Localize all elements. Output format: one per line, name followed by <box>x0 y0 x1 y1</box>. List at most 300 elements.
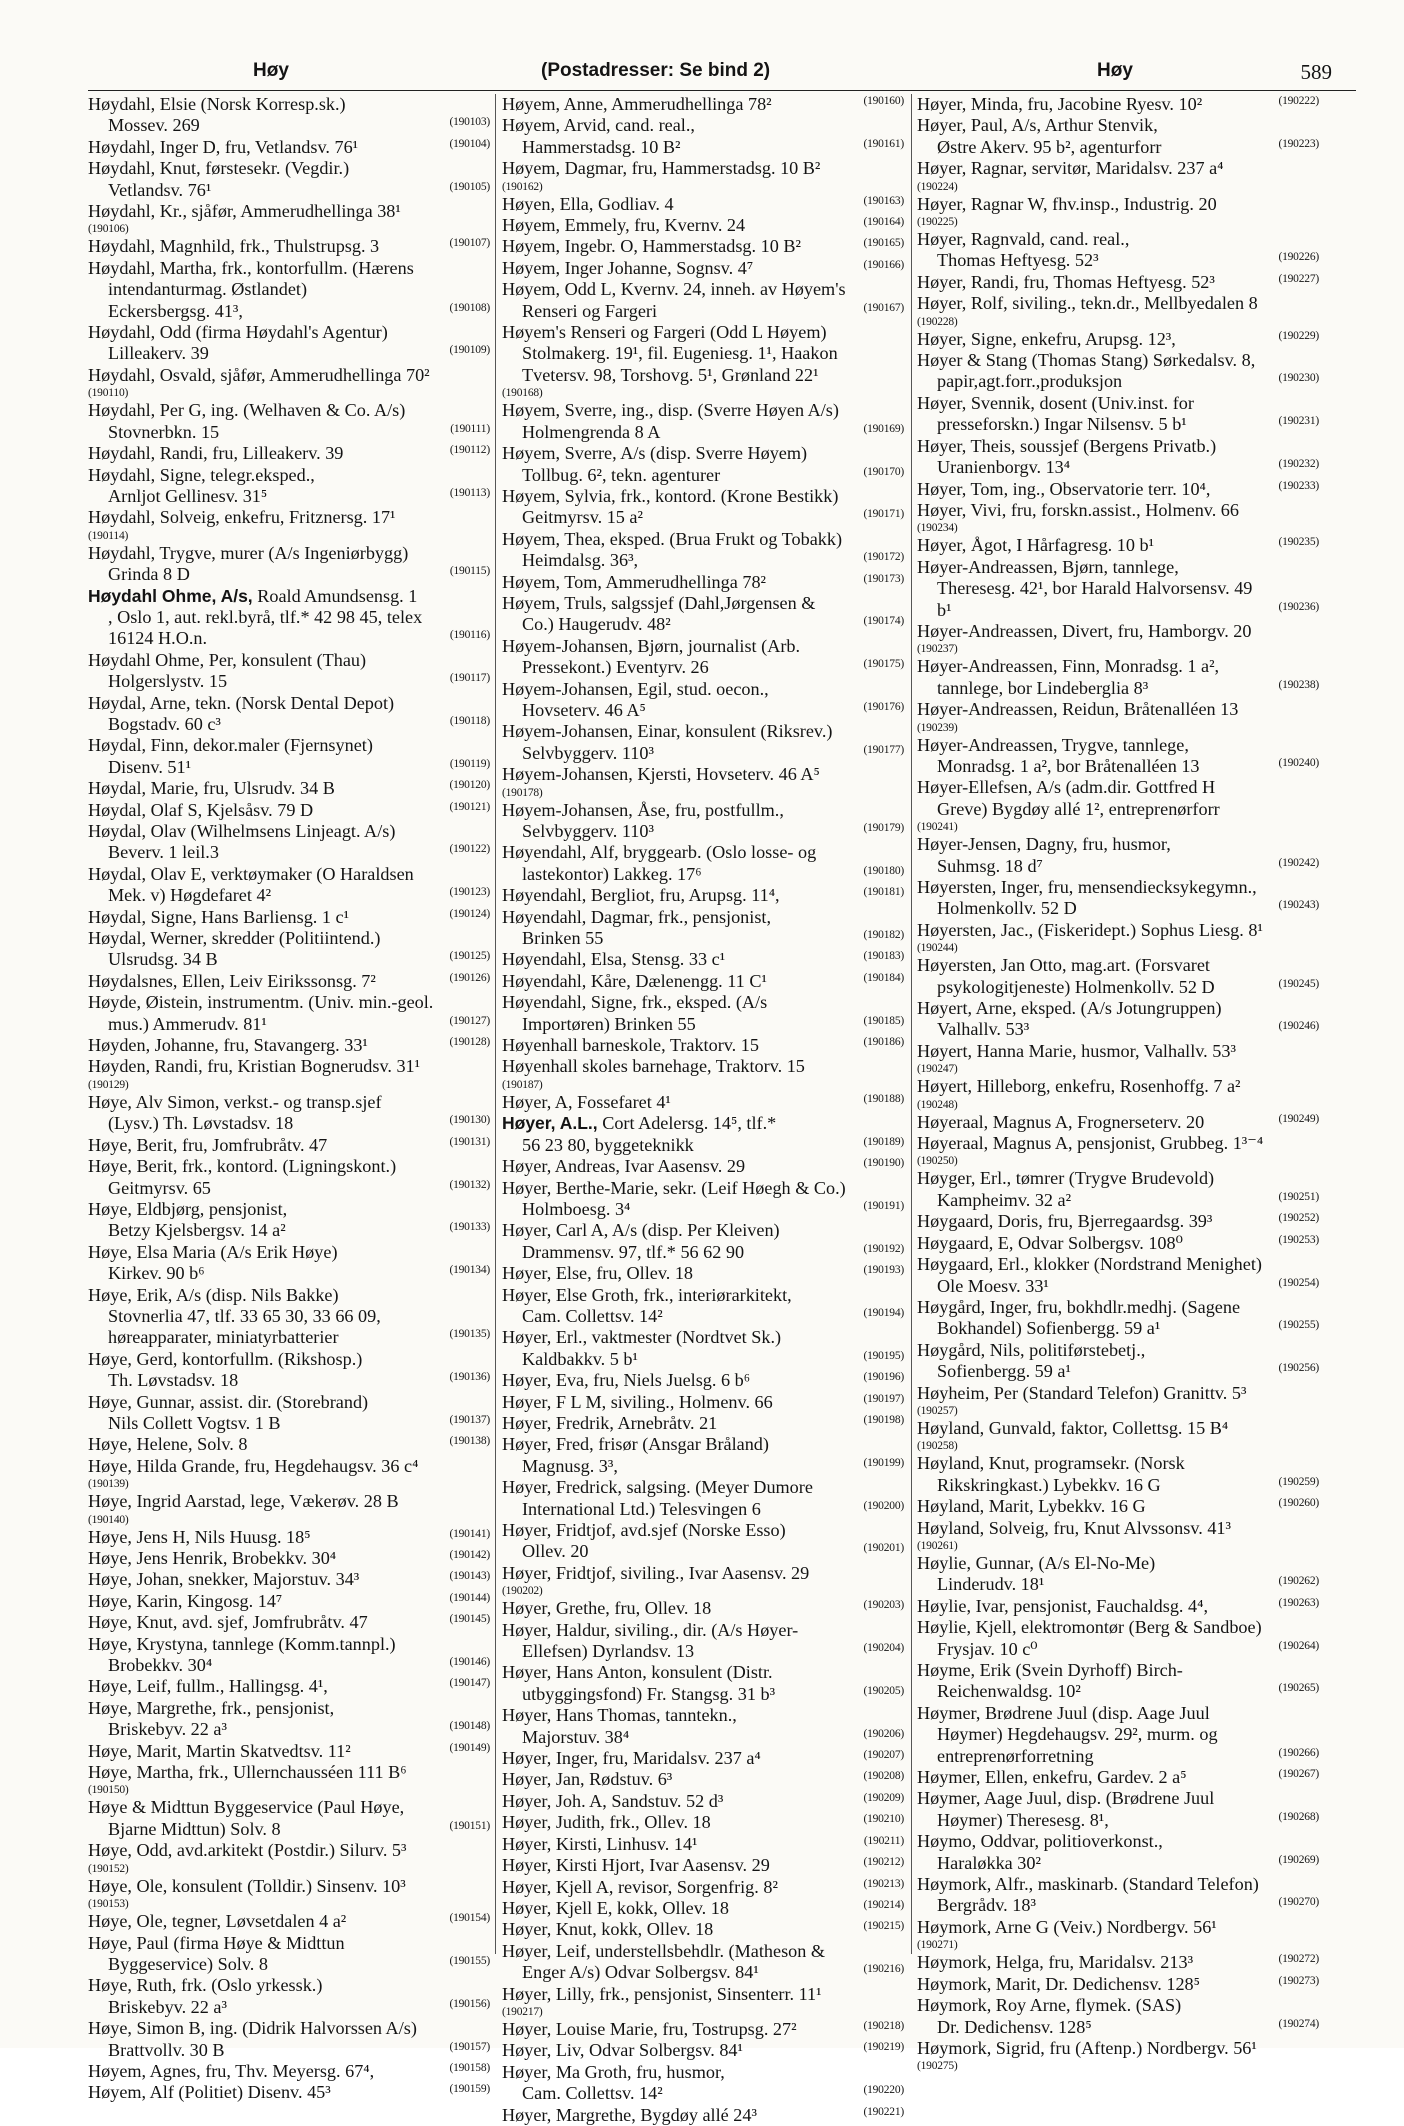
entry-reference-number: (190212) <box>863 1856 904 1869</box>
entry-continuation-line: Co.) Haugerudv. 48² <box>522 614 671 635</box>
entry-line: Høyer, Liv, Odvar Solbergsv. 84¹ <box>502 2040 743 2061</box>
entry-reference-number: (190270) <box>1278 1896 1319 1909</box>
entry-line: Høyer, Kirsti Hjort, Ivar Aasensv. 29 <box>502 1855 770 1876</box>
entry-reference-number: (190154) <box>449 1912 490 1925</box>
directory-entry <box>917 1383 1319 1418</box>
directory-entry <box>502 94 904 115</box>
entry-continuation-line: Stolmakerg. 19¹, fil. Eugeniesg. 1¹, Haakon <box>522 343 838 364</box>
entry-reference-number: (190226) <box>1278 251 1319 264</box>
directory-entry <box>502 529 904 572</box>
entry-continuation-line: tannlege, bor Lindeberglia 8³ <box>937 677 1149 698</box>
directory-entry <box>917 1254 1319 1297</box>
entry-continuation-line: Sofienbergg. 59 a¹ <box>937 1361 1071 1382</box>
directory-entry <box>917 955 1319 998</box>
entry-line: Høye, Gunnar, assist. dir. (Storebrand) <box>88 1391 369 1412</box>
entry-reference-number: (190179) <box>863 822 904 834</box>
entry-continuation-line: Briskebyv. 22 a³ <box>108 1996 227 2017</box>
entry-reference-number: (190273) <box>1278 1974 1319 1987</box>
entry-reference-number: (190133) <box>449 1221 490 1234</box>
entry-line: Høyendahl, Kåre, Dælenengg. 11 C¹ <box>502 970 767 991</box>
entry-reference-number: (190256) <box>1278 1362 1319 1375</box>
entry-reference-number: (190233) <box>1278 479 1319 492</box>
entry-line: Høyem's Renseri og Fargeri (Odd L Høyem) <box>502 322 827 343</box>
entry-reference-number: (190250) <box>917 1155 958 1168</box>
entry-line: Høygaard, Doris, fru, Bjerregaardsg. 39³ <box>917 1211 1213 1232</box>
directory-entry <box>502 1855 904 1876</box>
entry-line: Høyland, Solveig, fru, Knut Alvssonsv. 41³ <box>917 1517 1231 1538</box>
entry-line: Høye, Johan, snekker, Majorstuv. 34³ <box>88 1569 360 1590</box>
entry-continuation-line: Enger A/s) Odvar Solbergsv. 84¹ <box>522 1962 759 1983</box>
entry-line: Høyer-Andreassen, Divert, fru, Hamborgv. 20 <box>917 620 1252 641</box>
directory-entry <box>88 365 490 400</box>
entry-line: Høydahl, Inger D, fru, Vetlandsv. 76¹ <box>88 136 359 157</box>
directory-entry <box>88 971 490 992</box>
entry-reference-number: (190117) <box>449 672 490 685</box>
entry-continuation-line: Tollbug. 6², tekn. agenturer <box>522 464 721 485</box>
entry-line: Høyer, Ragnar, servitør, Maridalsv. 237 a⁴ <box>917 158 1224 179</box>
entry-line: Høyer, Randi, fru, Thomas Heftyesg. 52³ <box>917 271 1215 292</box>
directory-entry <box>88 2018 490 2061</box>
directory-entry <box>502 1598 904 1619</box>
entry-line: Høyer, Berthe-Marie, sekr. (Leif Høegh & Co.) <box>502 1177 846 1198</box>
entry-line: Høyem, Truls, salgssjef (Dahl,Jørgensen & <box>502 592 816 613</box>
directory-entry <box>502 115 904 158</box>
entry-line: Høymork, Alfr., maskinarb. (Standard Telefon) <box>917 1874 1259 1895</box>
directory-entry <box>502 800 904 843</box>
entry-continuation-line: høreapparater, miniatyrbatterier <box>108 1327 339 1348</box>
entry-continuation-line: Østre Akerv. 95 b², agenturforr <box>937 136 1162 157</box>
entry-continuation-line: Drammensv. 97, tlf.* 56 62 90 <box>522 1241 745 1262</box>
entry-line: Høyer, Knut, kokk, Ollev. 18 <box>502 1919 714 1940</box>
directory-entry <box>88 1698 490 1741</box>
entry-line: Høye, Alv Simon, verkst.- og transp.sjef <box>88 1091 382 1112</box>
entry-line: Høydal, Werner, skredder (Politiintend.) <box>88 928 381 949</box>
entry-continuation-line: Geitmyrsv. 15 a² <box>522 507 643 528</box>
directory-entry <box>502 1877 904 1898</box>
entry-reference-number: (190155) <box>449 1954 490 1967</box>
entry-line: Høymork, Roy Arne, flymek. (SAS) <box>917 1995 1182 2016</box>
entry-line: Høye, Jens Henrik, Brobekkv. 30⁴ <box>88 1548 337 1568</box>
entry-line: Høyert, Hilleborg, enkefru, Rosenhoffg. 7 a² <box>917 1076 1241 1097</box>
entry-line: Høydalsnes, Ellen, Leiv Eirikssonsg. 7² <box>88 970 376 991</box>
directory-entry <box>502 2062 904 2105</box>
entry-continuation-line: Beverv. 1 leil.3 <box>108 842 219 863</box>
directory-entry <box>917 1660 1319 1703</box>
entry-reference-number: (190209) <box>863 1791 904 1804</box>
entry-continuation-line: Holmengrenda 8 A <box>522 421 661 442</box>
entry-reference-number: (190129) <box>88 1078 129 1091</box>
entry-reference-number: (190187) <box>502 1078 543 1091</box>
entry-continuation-line: Brattvollv. 30 B <box>108 2039 225 2060</box>
entry-continuation-line: Kampheimv. 32 a² <box>937 1189 1072 1210</box>
entry-line: Høyer-Andreassen, Bjørn, tannlege, <box>917 556 1179 577</box>
directory-entry <box>502 1056 904 1091</box>
directory-entry <box>917 1133 1319 1168</box>
entry-reference-number: (190150) <box>88 1784 129 1797</box>
directory-entry <box>917 557 1319 621</box>
directory-entry <box>88 1634 490 1677</box>
entry-reference-number: (190243) <box>1278 899 1319 912</box>
directory-column-2 <box>502 94 904 2125</box>
entry-line: Høyert, Arne, eksped. (A/s Jotungruppen) <box>917 998 1222 1019</box>
entry-reference-number: (190172) <box>863 551 904 564</box>
directory-entry <box>88 864 490 907</box>
directory-entry <box>502 1035 904 1056</box>
directory-entry <box>502 992 904 1035</box>
directory-entry <box>88 1056 490 1091</box>
entry-line: Høyer, Hans Thomas, tanntekn., <box>502 1705 737 1726</box>
directory-entry <box>917 1233 1319 1254</box>
directory-entry <box>502 1370 904 1391</box>
entry-reference-number: (190264) <box>1278 1639 1319 1652</box>
entry-line: Høyland, Gunvald, faktor, Collettsg. 15 B⁴ <box>917 1417 1229 1438</box>
entry-continuation-line: Geitmyrsv. 65 <box>108 1177 211 1198</box>
entry-continuation-line: Importøren) Brinken 55 <box>522 1013 696 1034</box>
entry-continuation-line: Hovseterv. 46 A⁵ <box>522 699 646 720</box>
entry-reference-number: (190275) <box>917 2060 958 2073</box>
directory-entry <box>502 1413 904 1434</box>
entry-reference-number: (190136) <box>449 1371 490 1384</box>
entry-line: Høyer, Minda, fru, Jacobine Ryesv. 10² <box>917 94 1203 114</box>
entry-reference-number: (190134) <box>449 1264 490 1277</box>
entry-line: Høydahl, Solveig, enkefru, Fritznersg. 17¹ <box>88 507 396 528</box>
directory-entry <box>917 535 1319 556</box>
entry-reference-number: (190104) <box>449 137 490 150</box>
entry-reference-number: (190246) <box>1278 1020 1319 1033</box>
entry-reference-number: (190109) <box>449 344 490 357</box>
entry-reference-number: (190165) <box>863 237 904 250</box>
entry-line: Høyer, Lilly, frk., pensjonist, Sinsenterr. 11¹ <box>502 1983 822 2004</box>
entry-continuation-line: Pressekont.) Eventyrv. 26 <box>522 657 709 678</box>
entry-line <box>502 1113 904 1134</box>
page-header <box>88 56 1364 92</box>
entry-continuation-line: Betzy Kjelsbergsv. 14 a² <box>108 1220 286 1241</box>
directory-entry <box>502 258 904 279</box>
entry-line: Høyert, Hanna Marie, husmor, Valhallv. 53³ <box>917 1040 1236 1061</box>
entry-line: Høyer, Eva, fru, Niels Juelsg. 6 b⁶ <box>502 1370 751 1391</box>
entry-line: Høyem, Sverre, ing., disp. (Sverre Høyen A/s) <box>502 400 839 421</box>
entry-line: Høydahl, Martha, frk., kontorfullm. (Hærens <box>88 257 414 278</box>
directory-entry <box>502 1919 904 1940</box>
column-divider <box>911 94 912 1954</box>
entry-reference-number: (190205) <box>863 1684 904 1697</box>
directory-entry <box>917 94 1319 115</box>
entry-reference-number: (190262) <box>1278 1575 1319 1588</box>
entry-line: Høydal, Signe, Hans Barliensg. 1 c¹ <box>88 906 350 927</box>
entry-line: Høyer, Erl., vaktmester (Nordtvet Sk.) <box>502 1327 782 1348</box>
entry-reference-number: (190196) <box>863 1371 904 1384</box>
entry-reference-number: (190237) <box>917 643 958 656</box>
directory-entry <box>502 636 904 679</box>
entry-reference-number: (190156) <box>449 1997 490 2010</box>
entry-line: Høyer, Hans Anton, konsulent (Distr. <box>502 1662 773 1683</box>
entry-line: Høydahl Ohme, Per, konsulent (Thau) <box>88 649 367 670</box>
entry-line: Høye, Elsa Maria (A/s Erik Høye) <box>88 1241 338 1262</box>
entry-bold-name: Høyer, A.L., <box>502 1113 598 1134</box>
entry-reference-number: (190139) <box>88 1478 129 1491</box>
entry-line: Høye, Martha, frk., Ullernchausséen 111 B⁶ <box>88 1762 407 1783</box>
entry-reference-number: (190219) <box>863 2041 904 2054</box>
entry-line: Høydahl, Trygve, murer (A/s Ingeniørbygg) <box>88 542 409 563</box>
entry-line: Høye, Berit, fru, Jomfrubråtv. 47 <box>88 1134 328 1155</box>
directory-entry <box>88 258 490 322</box>
entry-line: Høyem-Johansen, Einar, konsulent (Riksrev.) <box>502 721 833 742</box>
entry-reference-number: (190126) <box>449 971 490 984</box>
entry-line: Høyenhall barneskole, Traktorv. 15 <box>502 1035 759 1056</box>
entry-reference-number: (190103) <box>449 116 490 129</box>
entry-line: Høyer, Andreas, Ivar Aasensv. 29 <box>502 1156 746 1177</box>
entry-reference-number: (190194) <box>863 1306 904 1319</box>
entry-reference-number: (190259) <box>1278 1475 1319 1488</box>
entry-line: Høyendahl, Signe, frk., eksped. (A/s <box>502 992 768 1013</box>
directory-entry <box>917 656 1319 699</box>
entry-line: Høymer, Aage Juul, disp. (Brødrene Juul <box>917 1788 1215 1809</box>
directory-entry <box>502 679 904 722</box>
entry-reference-number: (190234) <box>917 522 958 535</box>
entry-line: Høyer, Margrethe, Bygdøy allé 24³ <box>502 2104 757 2125</box>
entry-reference-number: (190167) <box>863 301 904 314</box>
entry-continuation-line: Linderudv. 18¹ <box>937 1574 1045 1595</box>
entry-reference-number: (190225) <box>917 216 958 229</box>
entry-reference-number: (190111) <box>450 422 490 435</box>
entry-reference-number: (190164) <box>863 216 904 229</box>
entry-continuation-line: Uranienborgv. 13⁴ <box>937 457 1071 478</box>
directory-entry <box>88 1242 490 1285</box>
directory-entry <box>88 1741 490 1762</box>
entry-line: Høyer, Ågot, I Hårfagresg. 10 b¹ <box>917 535 1155 556</box>
entry-reference-number: (190183) <box>863 950 904 963</box>
entry-continuation-line: Monradsg. 1 a², bor Bråtenalléen 13 <box>937 755 1200 776</box>
entry-reference-number: (190191) <box>863 1199 904 1212</box>
entry-reference-number: (190232) <box>1278 458 1319 471</box>
entry-continuation-line: Ulsrudsg. 34 B <box>108 949 218 970</box>
directory-entry <box>917 777 1319 834</box>
directory-entry <box>88 201 490 236</box>
entry-line: Høyer, Else, fru, Ollev. 18 <box>502 1263 694 1284</box>
directory-entry <box>502 1113 904 1156</box>
entry-continuation-line: Majorstuv. 38⁴ <box>522 1726 630 1747</box>
entry-continuation-line: Arnljot Gellinesv. 31⁵ <box>108 485 268 506</box>
entry-reference-number: (190132) <box>449 1178 490 1191</box>
entry-line: Høyem, Alf (Politiet) Disenv. 45³ <box>88 2082 331 2103</box>
entry-line: Høyer, Judith, frk., Ollev. 18 <box>502 1812 711 1833</box>
entry-reference-number: (190159) <box>449 2083 490 2096</box>
entry-reference-number: (190199) <box>863 1456 904 1469</box>
directory-entry <box>917 229 1319 272</box>
directory-entry <box>502 1520 904 1563</box>
entry-line: Høyem, Inger Johanne, Sognsv. 4⁷ <box>502 257 754 278</box>
directory-entry <box>88 1349 490 1392</box>
entry-continuation-line: Ole Moesv. 33¹ <box>937 1275 1049 1296</box>
entry-line: Høyer, Svennik, dosent (Univ.inst. for <box>917 392 1194 413</box>
entry-continuation-line: Dr. Dedichensv. 128⁵ <box>937 2016 1092 2037</box>
header-rule <box>88 90 1356 91</box>
entry-line: Høyer, Else Groth, frk., interiørarkitekt, <box>502 1284 792 1305</box>
entry-reference-number: (190107) <box>449 237 490 250</box>
entry-continuation-line: b¹ <box>937 599 952 620</box>
directory-entry <box>917 877 1319 920</box>
directory-entry <box>502 721 904 764</box>
directory-entry <box>917 1917 1319 1952</box>
directory-entry <box>502 158 904 193</box>
directory-entry <box>917 1041 1319 1076</box>
directory-entry <box>917 621 1319 656</box>
entry-reference-number: (190169) <box>863 422 904 435</box>
directory-entry <box>917 500 1319 535</box>
entry-reference-number: (190142) <box>449 1549 490 1561</box>
entry-reference-number: (190153) <box>88 1898 129 1911</box>
entry-line: Høyheim, Per (Standard Telefon) Granittv. 5³ <box>917 1382 1247 1403</box>
entry-continuation-line: Selvbyggerv. 110³ <box>522 821 654 841</box>
directory-entry <box>502 1705 904 1748</box>
entry-reference-number: (190231) <box>1278 415 1319 428</box>
entry-line: Høydahl, Odd (firma Høydahl's Agentur) <box>88 322 388 343</box>
entry-continuation-line: Tvetersv. 98, Torshovg. 5¹, Grønland 22¹ <box>522 364 819 385</box>
directory-entry <box>88 693 490 736</box>
entry-reference-number: (190106) <box>88 223 129 236</box>
entry-continuation-line: Brinken 55 <box>522 928 604 949</box>
entry-line: Høyem-Johansen, Egil, stud. oecon., <box>502 678 769 699</box>
entry-line: Høyer, Tom, ing., Observatorie terr. 10⁴, <box>917 478 1211 499</box>
directory-entry <box>917 834 1319 877</box>
entry-reference-number: (190143) <box>449 1570 490 1583</box>
entry-continuation-line: Thomas Heftyesg. 52³ <box>937 250 1099 271</box>
entry-continuation-line: Th. Løvstadsv. 18 <box>108 1370 239 1391</box>
entry-reference-number: (190236) <box>1278 600 1319 613</box>
entry-reference-number: (190174) <box>863 615 904 628</box>
directory-entry <box>502 1434 904 1477</box>
entry-reference-number: (190148) <box>449 1720 490 1733</box>
directory-entry <box>502 2105 904 2126</box>
entry-reference-number: (190272) <box>1278 1953 1319 1966</box>
directory-entry <box>88 586 490 650</box>
directory-entry <box>917 998 1319 1041</box>
entry-reference-number: (190121) <box>449 800 490 813</box>
entry-reference-number: (190128) <box>449 1036 490 1049</box>
entry-continuation-line: Frysjav. 10 c⁰ <box>937 1638 1038 1659</box>
directory-entry <box>917 293 1319 328</box>
entry-reference-number: (190123) <box>449 886 490 899</box>
entry-continuation-line: Nils Collett Vogtsv. 1 B <box>108 1412 281 1433</box>
directory-entry <box>502 1898 904 1919</box>
entry-reference-number: (190258) <box>917 1440 958 1453</box>
entry-reference-number: (190141) <box>449 1527 490 1540</box>
directory-entry <box>502 1156 904 1177</box>
entry-continuation-line: Stovnerlia 47, tlf. 33 65 30, 33 66 09, <box>108 1305 381 1326</box>
entry-reference-number: (190266) <box>1278 1746 1319 1759</box>
entry-continuation-line: Heimdalsg. 36³, <box>522 550 639 571</box>
directory-entry <box>502 1984 904 2019</box>
entry-line: Høye, Ruth, frk. (Oslo yrkessk.) <box>88 1975 323 1996</box>
entry-line: Høyem, Anne, Ammerudhellinga 78² <box>502 94 772 114</box>
entry-reference-number: (190204) <box>863 1642 904 1655</box>
entry-line: Høye, Marit, Martin Skatvedtsv. 11² <box>88 1740 351 1761</box>
entry-continuation-line: Renseri og Fargeri <box>522 300 658 321</box>
directory-entry <box>88 2082 490 2103</box>
entry-continuation-line: Haraløkka 30² <box>937 1852 1041 1873</box>
directory-entry <box>917 1596 1319 1617</box>
entry-reference-number: (190137) <box>449 1413 490 1426</box>
entry-reference-number: (190162) <box>502 180 543 193</box>
entry-line: Høyer, Inger, fru, Maridalsv. 237 a⁴ <box>502 1748 761 1769</box>
entry-reference-number: (190170) <box>863 465 904 478</box>
entry-reference-number: (190146) <box>449 1656 490 1669</box>
entry-continuation-line: Høymer) Theresesg. 8¹, <box>937 1809 1109 1830</box>
entry-reference-number: (190238) <box>1278 678 1319 691</box>
entry-reference-number: (190157) <box>449 2040 490 2053</box>
entry-line: Høyem, Agnes, fru, Thv. Meyersg. 67⁴, <box>88 2060 375 2081</box>
entry-line: Høydal, Olav (Wilhelmsens Linjeagt. A/s) <box>88 821 396 841</box>
entry-reference-number: (190180) <box>863 864 904 877</box>
entry-reference-number: (190207) <box>863 1749 904 1762</box>
entry-line: Høyden, Johanne, fru, Stavangerg. 33¹ <box>88 1035 368 1056</box>
entry-line: Høyem-Johansen, Bjørn, journalist (Arb. <box>502 635 801 656</box>
entry-reference-number: (190171) <box>863 508 904 521</box>
directory-entry <box>502 400 904 443</box>
entry-reference-number: (190217) <box>502 2005 543 2018</box>
entry-reference-number: (190223) <box>1278 137 1319 150</box>
directory-entry <box>88 1933 490 1976</box>
directory-entry <box>502 1092 904 1113</box>
directory-entry <box>502 1263 904 1284</box>
entry-reference-number: (190240) <box>1278 756 1319 769</box>
directory-entry <box>502 2040 904 2061</box>
directory-entry <box>88 507 490 542</box>
directory-entry <box>502 1662 904 1705</box>
entry-reference-number: (190206) <box>863 1727 904 1740</box>
entry-reference-number: (190247) <box>917 1063 958 1076</box>
entry-reference-number: (190242) <box>1278 856 1319 869</box>
entry-line: Høyersten, Inger, fru, mensendiecksykegymn., <box>917 877 1257 897</box>
entry-line: Høyem, Dagmar, fru, Hammerstadsg. 10 B² <box>502 158 821 179</box>
entry-reference-number: (190221) <box>863 2105 904 2118</box>
directory-entry <box>917 920 1319 955</box>
entry-text: Cort Adelersg. 14⁵, tlf.* <box>597 1113 777 1134</box>
entry-continuation-line: Kirkev. 90 b⁶ <box>108 1263 205 1284</box>
directory-entry <box>917 1995 1319 2038</box>
entry-continuation-line: Cam. Collettsv. 14² <box>522 2083 663 2104</box>
entry-text: Roald Amundsensg. 1 <box>252 585 418 606</box>
entry-line: Høyem-Johansen, Kjersti, Hovseterv. 46 A⁵ <box>502 764 820 785</box>
entry-line: Høydahl, Per G, ing. (Welhaven & Co. A/s) <box>88 400 406 421</box>
entry-line: Høyde, Øistein, instrumentm. (Univ. min.-geol. <box>88 992 434 1013</box>
entry-line: Høyger, Erl., tømrer (Trygve Brudevold) <box>917 1168 1215 1189</box>
directory-entry <box>88 1035 490 1056</box>
directory-column-1 <box>88 94 490 2103</box>
directory-entry <box>88 1876 490 1911</box>
entry-continuation-line: papir,agt.forr.,produksjon <box>937 371 1123 392</box>
directory-entry <box>502 1220 904 1263</box>
directory-entry <box>88 1676 490 1697</box>
entry-line: Høygård, Nils, politiførstebetj., <box>917 1339 1146 1360</box>
entry-line: Høyem, Sylvia, frk., kontord. (Krone Bestikk) <box>502 485 839 506</box>
entry-continuation-line: Bjarne Midttun) Solv. 8 <box>108 1818 281 1839</box>
entry-reference-number: (190200) <box>863 1499 904 1512</box>
entry-line: Høyer, Paul, A/s, Arthur Stenvik, <box>917 115 1158 136</box>
header-center-note: (Postadresser: Se bind 2) <box>541 60 771 81</box>
entry-line: Høygård, Inger, fru, bokhdlr.medhj. (Sagene <box>917 1296 1241 1317</box>
directory-entry <box>917 1418 1319 1453</box>
entry-line: Høyer, F L M, siviling., Holmenv. 66 <box>502 1391 773 1412</box>
entry-reference-number: (190193) <box>863 1264 904 1277</box>
directory-entry <box>88 158 490 201</box>
entry-reference-number: (190213) <box>863 1877 904 1890</box>
entry-line: Høydal, Arne, tekn. (Norsk Dental Depot) <box>88 692 395 713</box>
directory-entry <box>88 1199 490 1242</box>
entry-line: Høymer, Ellen, enkefru, Gardev. 2 a⁵ <box>917 1767 1187 1788</box>
entry-reference-number: (190261) <box>917 1539 958 1552</box>
entry-line: Høydahl, Knut, førstesekr. (Vegdir.) <box>88 158 350 179</box>
